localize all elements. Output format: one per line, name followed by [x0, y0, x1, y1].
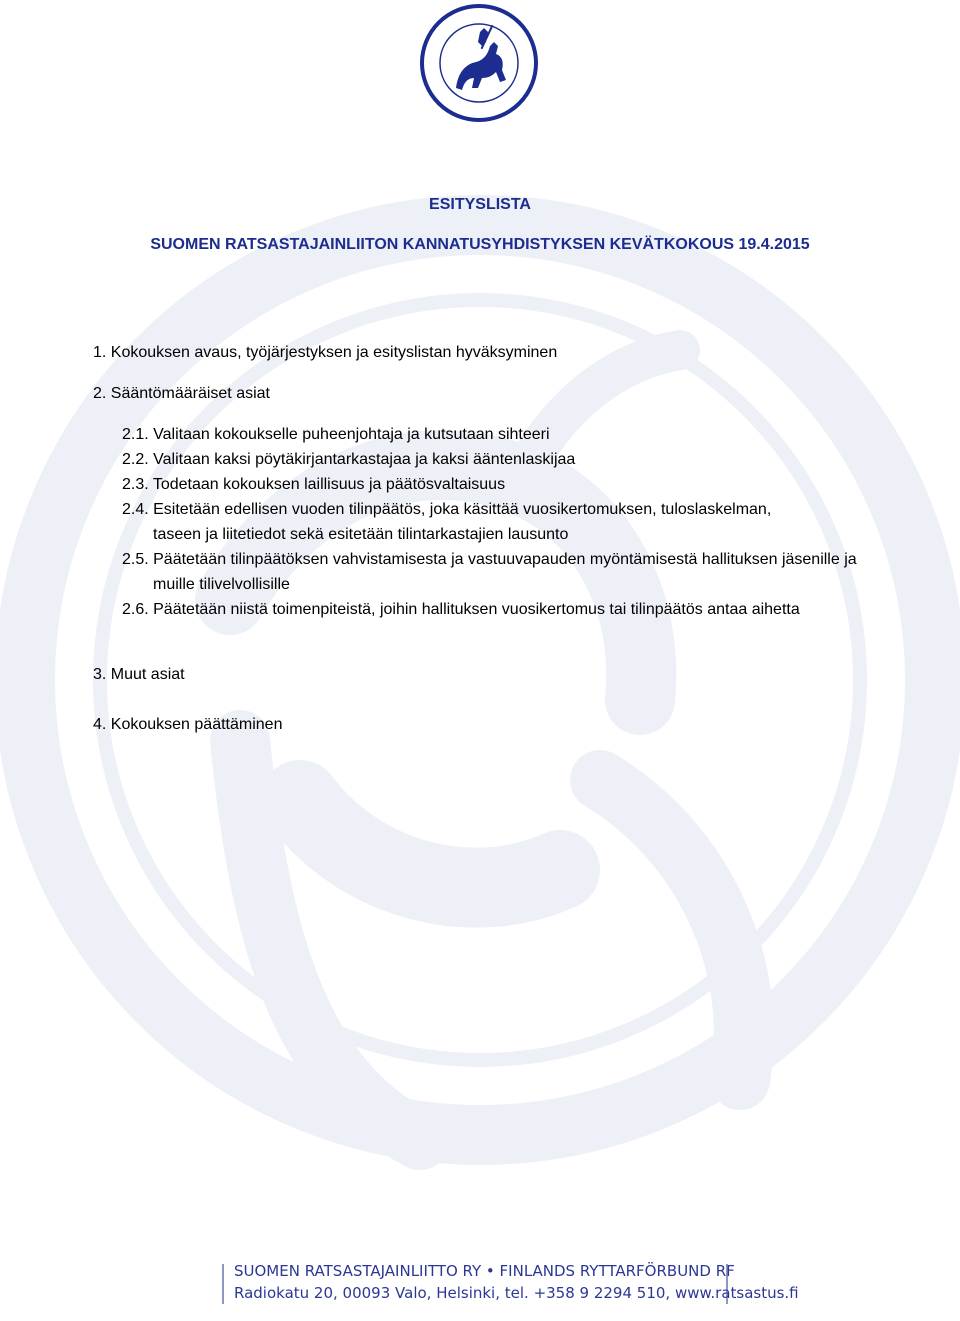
- agenda-item-1: 1. Kokouksen avaus, työjärjestyksen ja esityslistan hyväksyminen: [93, 344, 558, 361]
- agenda-item-2-4: 2.4. Esitetään edellisen vuoden tilinpäätös, joka käsittää vuosikertomuksen, tuloslaskelman,: [122, 501, 772, 518]
- agenda-item-4: 4. Kokouksen päättäminen: [93, 716, 283, 733]
- footer-organization: SUOMEN RATSASTAJAINLIITTO RY • FINLANDS RYTTARFÖRBUND RF: [234, 1262, 735, 1280]
- agenda-item-2-1: 2.1. Valitaan kokoukselle puheenjohtaja ja kutsutaan sihteeri: [122, 426, 550, 443]
- footer-contact: Radiokatu 20, 00093 Valo, Helsinki, tel. +358 9 2294 510, www.ratsastus.fi: [234, 1284, 799, 1302]
- document-subtitle: SUOMEN RATSASTAJAINLIITON KANNATUSYHDISTYKSEN KEVÄTKOKOUS 19.4.2015: [150, 236, 810, 253]
- agenda-item-2: 2. Sääntömääräiset asiat: [93, 385, 270, 402]
- document-title: ESITYSLISTA: [429, 196, 531, 213]
- agenda-item-2-4-continued: taseen ja liitetiedot sekä esitetään tilintarkastajien lausunto: [153, 526, 569, 543]
- agenda-item-2-5: 2.5. Päätetään tilinpäätöksen vahvistamisesta ja vastuuvapauden myöntämisestä hallituksen jäsenille ja: [122, 551, 857, 568]
- agenda-item-2-3: 2.3. Todetaan kokouksen laillisuus ja päätösvaltaisuus: [122, 476, 506, 493]
- federation-logo: [418, 2, 540, 124]
- agenda-item-2-6: 2.6. Päätetään niistä toimenpiteistä, joihin hallituksen vuosikertomus tai tilinpäätös antaa aihetta: [122, 601, 800, 618]
- footer-divider-left: [222, 1264, 224, 1304]
- letterhead-footer: [222, 1260, 799, 1306]
- agenda-item-2-2: 2.2. Valitaan kaksi pöytäkirjantarkastajaa ja kaksi ääntenlaskijaa: [122, 451, 576, 468]
- agenda-item-3: 3. Muut asiat: [93, 666, 185, 683]
- agenda-item-2-5-continued: muille tilivelvollisille: [153, 576, 290, 593]
